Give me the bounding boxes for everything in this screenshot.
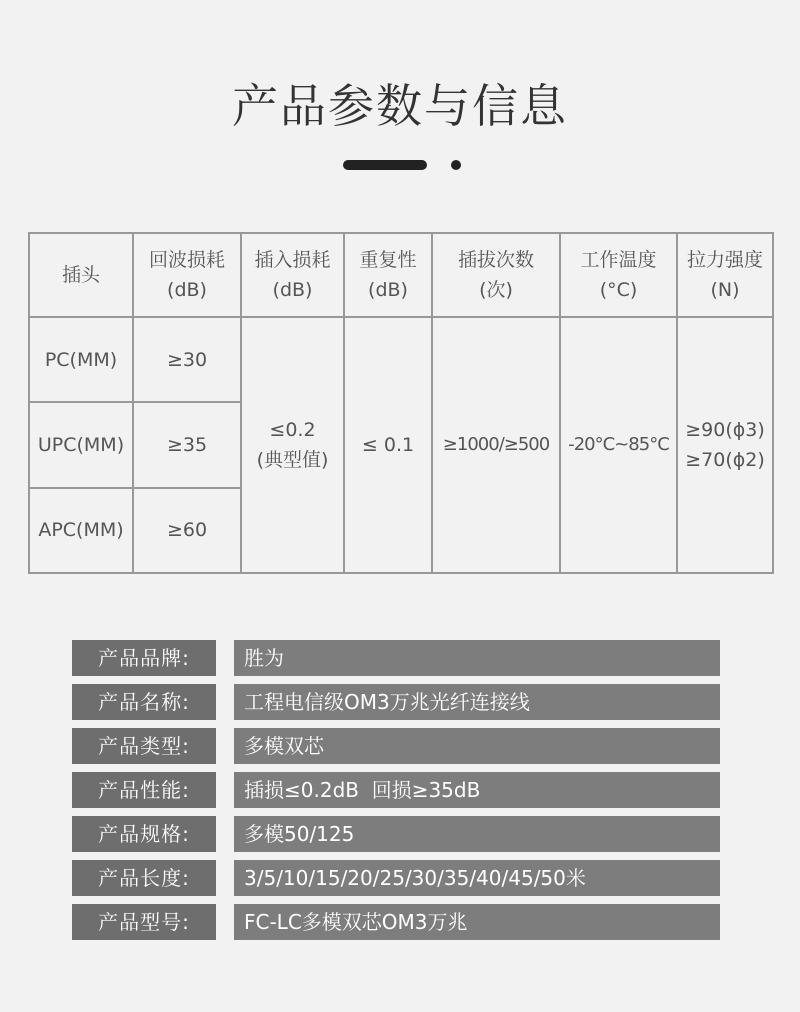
cell-connector: APC(MM): [29, 488, 133, 573]
page-title: 产品参数与信息: [232, 79, 568, 133]
table-header-row: [29, 233, 773, 317]
header-return-loss: 回波损耗 (dB): [133, 233, 241, 317]
info-label: 产品名称:: [72, 684, 216, 720]
cell-connector: PC(MM): [29, 317, 133, 402]
cell-return-loss: ≥35: [133, 402, 241, 487]
info-value: 多模50/125: [234, 816, 720, 852]
info-value: 工程电信级OM3万兆光纤连接线: [234, 684, 720, 720]
cell-repeatability: ≤ 0.1: [344, 317, 432, 573]
cell-return-loss: ≥60: [133, 488, 241, 573]
header-repeatability: 重复性 (dB): [344, 233, 432, 317]
info-row-model: [72, 904, 720, 940]
header-insertion-loss: 插入损耗 (dB): [241, 233, 344, 317]
cell-return-loss: ≥30: [133, 317, 241, 402]
info-value: FC-LC多模双芯OM3万兆: [234, 904, 720, 940]
title-underline-dot: [451, 160, 461, 170]
table-row: [29, 317, 773, 402]
title-underline-bar: [343, 160, 427, 170]
info-label: 产品型号:: [72, 904, 216, 940]
info-label: 产品类型:: [72, 728, 216, 764]
header-tensile-strength: 拉力强度 (N): [677, 233, 773, 317]
info-value: 插损≤0.2dB 回损≥35dB: [234, 772, 720, 808]
product-info-list: [72, 640, 720, 948]
info-label: 产品规格:: [72, 816, 216, 852]
info-value: 3/5/10/15/20/25/30/35/40/45/50米: [234, 860, 720, 896]
info-label: 产品品牌:: [72, 640, 216, 676]
header-operating-temp: 工作温度 (°C): [560, 233, 677, 317]
info-row-name: [72, 684, 720, 720]
info-row-length: [72, 860, 720, 896]
info-row-performance: [72, 772, 720, 808]
cell-mating-cycles: ≥1000/≥500: [432, 317, 560, 573]
info-row-type: [72, 728, 720, 764]
info-value: 多模双芯: [234, 728, 720, 764]
info-label: 产品性能:: [72, 772, 216, 808]
cell-tensile-strength: ≥90(ϕ3) ≥70(ϕ2): [677, 317, 773, 573]
info-row-brand: [72, 640, 720, 676]
info-label: 产品长度:: [72, 860, 216, 896]
header-mating-cycles: 插拔次数 (次): [432, 233, 560, 317]
spec-table: [28, 232, 774, 574]
info-row-spec: [72, 816, 720, 852]
cell-operating-temp: -20°C~85°C: [560, 317, 677, 573]
info-value: 胜为: [234, 640, 720, 676]
cell-insertion-loss: ≤0.2 (典型值): [241, 317, 344, 573]
header-connector: 插头: [29, 233, 133, 317]
cell-connector: UPC(MM): [29, 402, 133, 487]
